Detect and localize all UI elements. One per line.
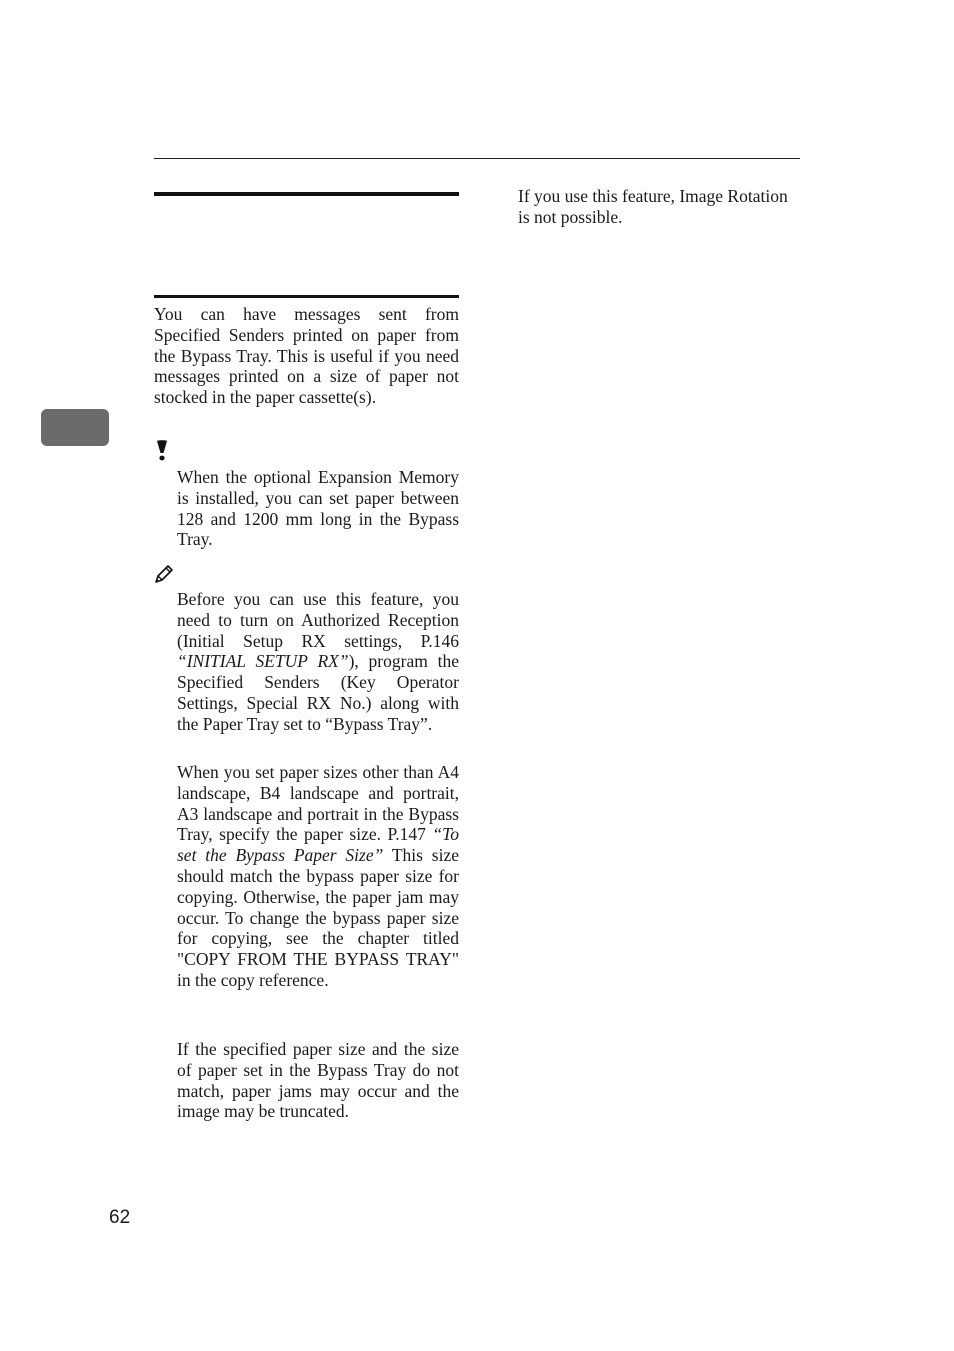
important-icon [154,440,170,462]
header-rule [154,158,800,159]
note-authorized-reception [177,589,459,735]
note-text: ), program the Specified Senders (Key Operator Settings, Special RX No.) along with the Paper Tray set to “Bypass Tray”. [177,651,459,734]
note-text: When you set paper sizes other than A4 landscape, B4 landscape and portrait, A3 landscape and portrait in the Bypass Tray, specify the paper size. P.147 [177,762,459,845]
section-heading-underline [154,295,459,298]
page-number: 62 [109,1207,131,1228]
right-column-note: If you use this feature, Image Rotation is not possible. [518,186,788,227]
chapter-tab [41,409,109,446]
section-heading-rule [154,192,459,196]
note-text: This size should match the bypass paper size for copying. Otherwise, the paper jam may occur. To change the bypass paper size for copying, see the chapter titled "COPY FROM THE BYPASS TRAY" in the copy reference. [177,845,459,990]
important-note: When the optional Expansion Memory is installed, you can set paper between 128 and 1200 mm long in the Bypass Tray. [177,467,459,550]
intro-paragraph: You can have messages sent from Specified Senders printed on paper from the Bypass Tray. This is useful if you need messages printed on a size of paper not stocked in the paper cassette(s). [154,304,459,408]
note-paper-size [177,762,459,991]
note-paper-jam: If the specified paper size and the size of paper set in the Bypass Tray do not match, paper jams may occur and the image may be truncated. [177,1039,459,1122]
note-text: Before you can use this feature, you need to turn on Authorized Reception (Initial Setup RX settings, P.146 [177,589,459,651]
cross-reference-link[interactable]: “To set the Bypass Paper Size” [177,824,459,866]
pencil-icon [154,564,174,584]
cross-reference-link[interactable]: “INITIAL SETUP RX” [177,651,349,672]
